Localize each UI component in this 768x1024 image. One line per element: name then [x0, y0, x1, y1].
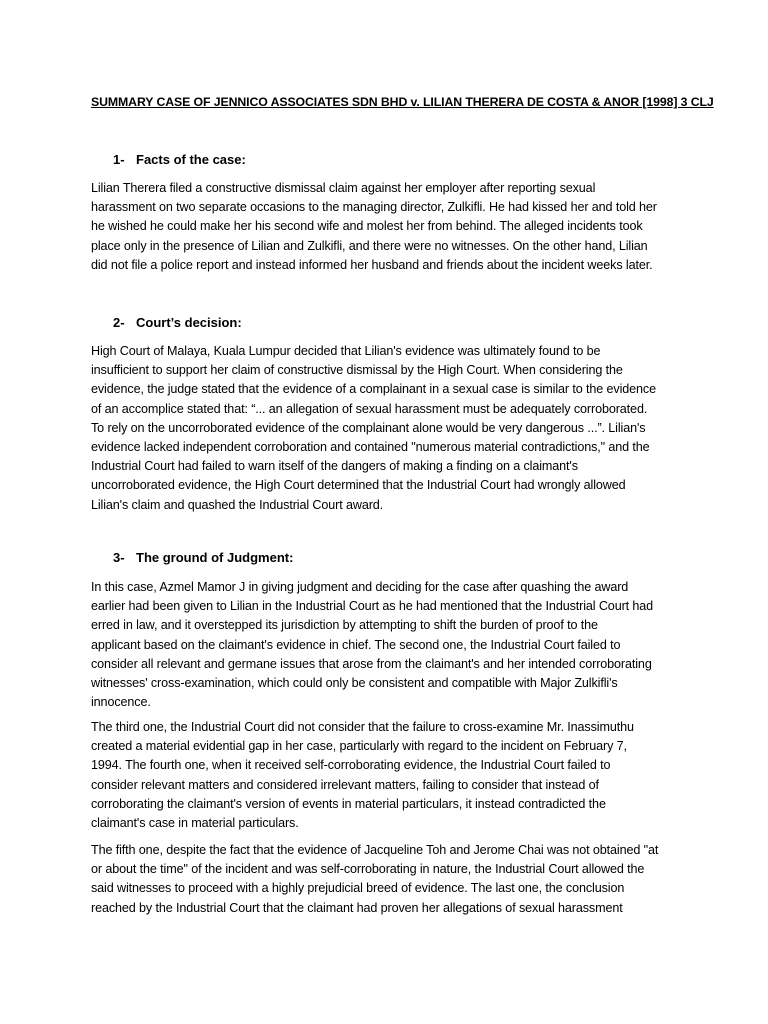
section-heading-decision — [113, 315, 242, 330]
section-heading-text: Facts of the case: — [136, 152, 246, 167]
paragraph-ground-3: The fifth one, despite the fact that the evidence of Jacqueline Toh and Jerome Chai was not obtained "at or about the time" of the incident and was self-corroborating in nature, the Industrial Court allowed the said witnesses to proceed with a highly prejudicial breed of evidence. The last one, the conclusion reached by the Industrial Court that the claimant had proven her allegations of sexual harassment — [91, 843, 659, 915]
section-heading-text: The ground of Judgment: — [136, 550, 294, 565]
paragraph-decision: High Court of Malaya, Kuala Lumpur decided that Lilian's evidence was ultimately found to be insufficient to support her claim of constructive dismissal by the High Court. When considering the evidence, the judge stated that the evidence of a complainant in a sexual case is similar to the evidence of an accomplice stated that: “... an allegation of sexual harassment must be adequately corroborated. To rely on the uncorroborated evidence of the complainant alone would be very dangerous ...”. Lilian's evidence lacked independent corroboration and contained "numerous material contradictions," and the Industrial Court had failed to warn itself of the dangers of making a finding on a claimant's uncorroborated evidence, the High Court determined that the Industrial Court had wrongly allowed Lilian's claim and quashed the Industrial Court award. — [91, 344, 656, 512]
section-heading-text: Court’s decision: — [136, 315, 242, 330]
paragraph-ground-2: The third one, the Industrial Court did not consider that the failure to cross-examine Mr. Inassimuthu created a material evidential gap in her case, particularly with regard to the incident on February 7, 1994. The fourth one, when it received self-corroborating evidence, the Industrial Court failed to consider relevant matters and considered irrelevant matters, failing to consider that instead of corroborating the claimant's version of events in material particulars, it instead contradicted the claimant's case in material particulars. — [91, 720, 634, 831]
document-title: SUMMARY CASE OF JENNICO ASSOCIATES SDN BHD v. LILIAN THERERA DE COSTA & ANOR [1998] 3 CLJ — [91, 95, 714, 109]
section-number: 1- — [113, 152, 125, 167]
paragraph-facts: Lilian Therera filed a constructive dismissal claim against her employer after reporting sexual harassment on two separate occasions to the managing director, Zulkifli. He had kissed her and told her he wished he could make her his second wife and molest her from behind. The alleged incidents took place only in the presence of Lilian and Zulkifli, and there were no witnesses. On the other hand, Lilian did not file a police report and instead informed her husband and friends about the incident weeks later. — [91, 181, 657, 272]
section-number: 3- — [113, 550, 125, 565]
section-number: 2- — [113, 315, 125, 330]
section-heading-ground-of-judgment — [113, 550, 293, 565]
paragraph-ground-1: In this case, Azmel Mamor J in giving judgment and deciding for the case after quashing the award earlier had been given to Lilian in the Industrial Court as he had mentioned that the Industrial Court had erred in law, and it overstepped its jurisdiction by attempting to shift the burden of proof to the applicant based on the claimant's evidence in chief. The second one, the Industrial Court failed to consider all relevant and germane issues that arose from the claimant's and her intended corroborating witnesses' cross-examination, which could only be consistent and compatible with Major Zulkifli's innocence. — [91, 580, 654, 710]
section-heading-facts — [113, 152, 246, 167]
